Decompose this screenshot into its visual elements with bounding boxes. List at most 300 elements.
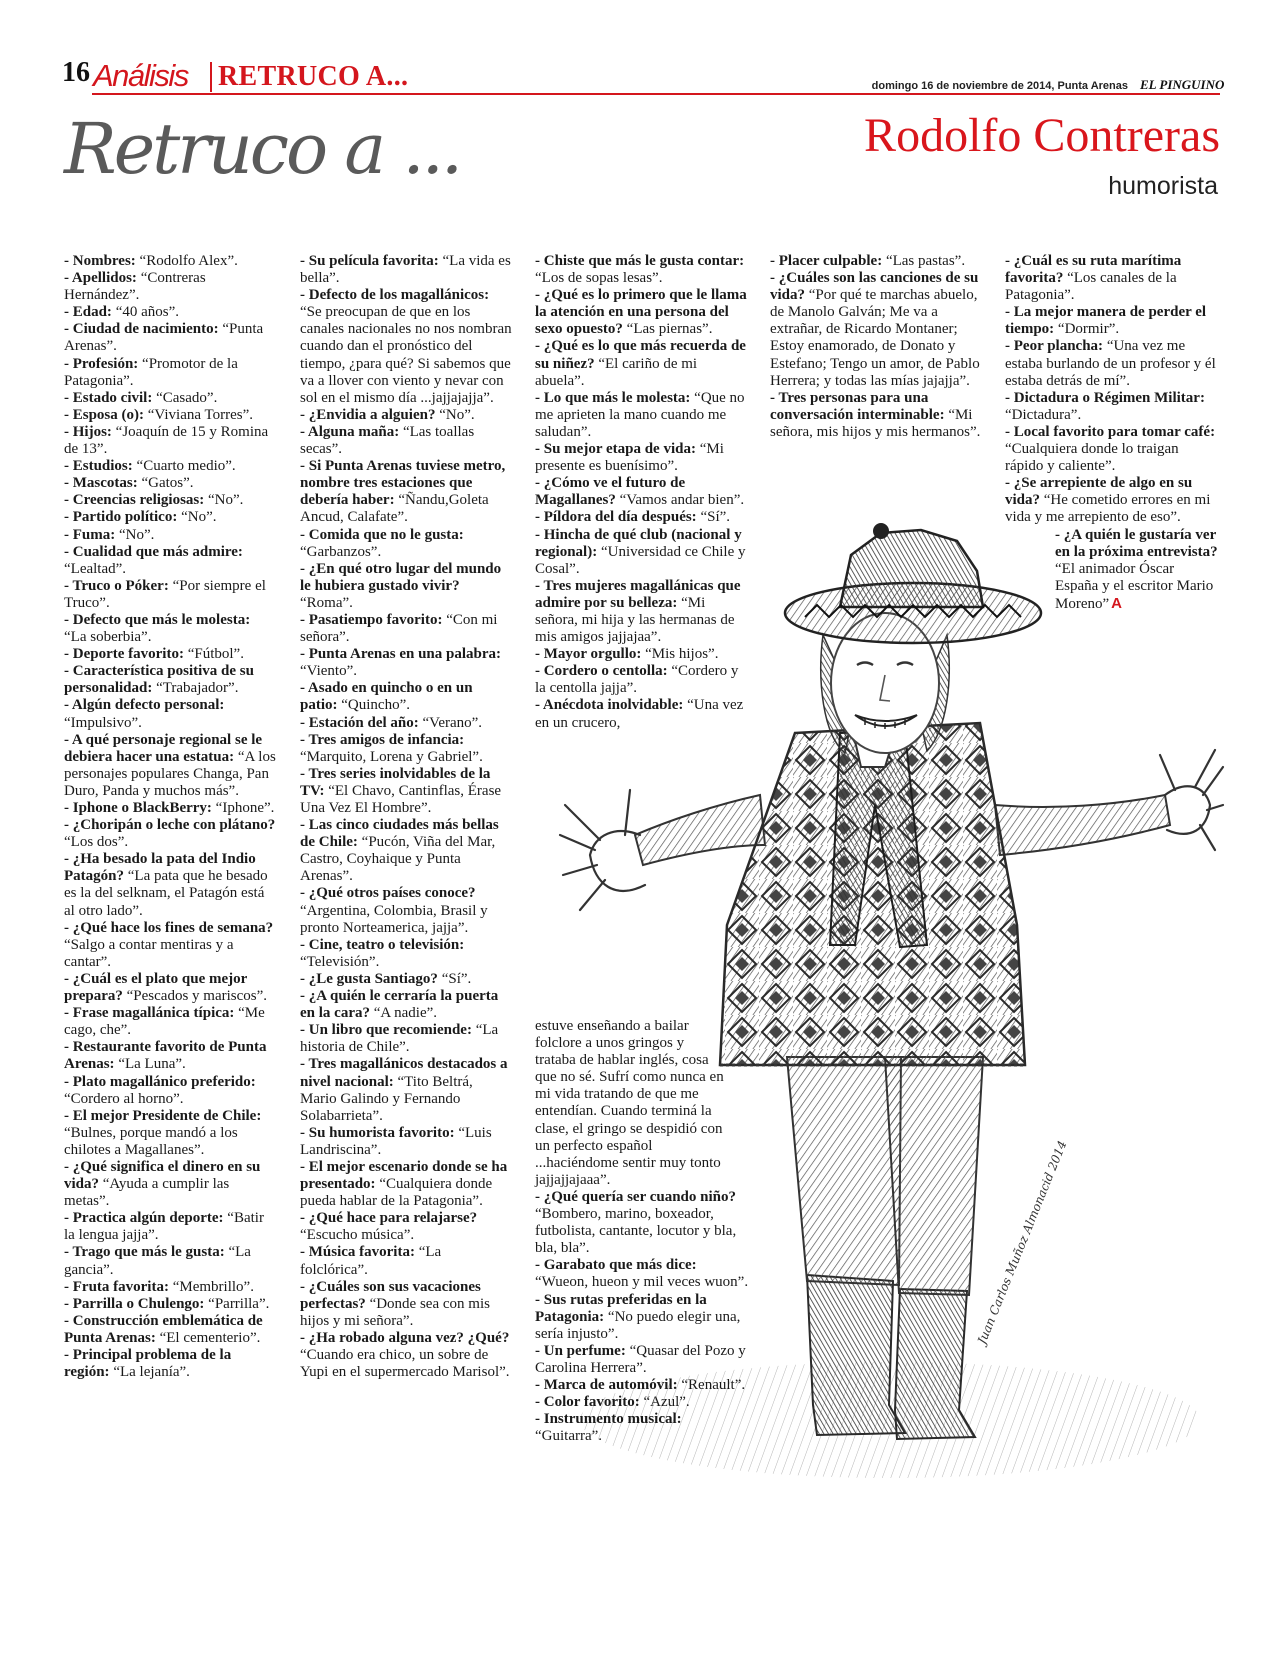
- column-4: [770, 253, 982, 441]
- answer: “Me cago, che”.: [64, 1005, 265, 1039]
- question: - ¿Qué significa el dinero en su vida?: [64, 1158, 261, 1193]
- question: - Garabato que más dice:: [535, 1257, 697, 1274]
- left-arm: [635, 795, 765, 865]
- question: - ¿Envidia a alguien?: [300, 406, 436, 423]
- question: - Un perfume:: [535, 1342, 626, 1359]
- qa-item: [300, 732, 512, 766]
- qa-item: [535, 1394, 750, 1411]
- answer: “La gancia”.: [64, 1244, 251, 1278]
- qa-item: [300, 971, 512, 988]
- right-arm: [995, 795, 1170, 855]
- qa-item: [300, 561, 512, 612]
- qa-item: [300, 680, 512, 714]
- question: - Principal problema de la región:: [64, 1347, 232, 1381]
- answer: “A los personajes populares Changa, Pan Duro, Panda y muchos más”.: [64, 748, 276, 799]
- answer: “Cordero al horno”.: [64, 1090, 184, 1107]
- answer: “Azul”.: [643, 1394, 690, 1411]
- question: - Su mejor etapa de vida:: [535, 441, 696, 458]
- qa-item: [64, 663, 276, 697]
- masthead-logo: EL PINGUINO: [1140, 77, 1225, 92]
- answer: “Joaquín de 15 y Romina de 13”.: [64, 423, 269, 458]
- qa-item: [64, 920, 276, 971]
- question: - Anécdota inolvidable:: [535, 697, 684, 714]
- answer: “Salgo a contar mentiras y a cantar”.: [64, 936, 234, 970]
- answer: “Promotor de la Patagonia”.: [64, 355, 238, 389]
- qa-item: [300, 612, 512, 646]
- qa-item: [535, 1257, 750, 1291]
- answer: “Argentina, Colombia, Brasil y pronto Norteamerica, jajja”.: [300, 902, 488, 936]
- question: - Partido político:: [64, 509, 178, 526]
- question: - Peor plancha:: [1005, 338, 1104, 355]
- question: - Truco o Póker:: [64, 577, 169, 594]
- qa-item: [64, 356, 276, 390]
- question: - Deporte favorito:: [64, 646, 184, 663]
- answer: “Que no me aprieten la mano cuando me saludan”.: [535, 389, 745, 440]
- question: - Plato magallánico preferido:: [64, 1073, 256, 1090]
- answer: “Sí”.: [441, 970, 472, 987]
- answer: “Bombero, marino, boxeador, futbolista, cantante, locutor y bla, bla, bla”.: [535, 1206, 737, 1257]
- question: - Nombres:: [64, 253, 136, 269]
- answer: “El animador Óscar España y el escritor Mario Moreno”: [1055, 560, 1214, 612]
- qa-item: [535, 390, 747, 441]
- answer: “Ñandu,Goleta Ancud, Calafate”.: [300, 492, 489, 526]
- question: - Música favorita:: [300, 1244, 415, 1261]
- qa-item: [535, 646, 747, 663]
- qa-item: [64, 1005, 276, 1039]
- qa-item: [300, 1022, 512, 1056]
- qa-item: [535, 287, 747, 338]
- answer: “Gatos”.: [141, 475, 194, 492]
- question: - ¿En qué otro lugar del mundo le hubiera gustado vivir?: [300, 560, 502, 594]
- answer: “No puedo elegir una, sería injusto”.: [535, 1308, 741, 1342]
- question: - Frase magallánica típica:: [64, 1005, 235, 1022]
- question: - Fuma:: [64, 526, 116, 543]
- question: - ¿Cuál es el plato que mejor prepara?: [64, 970, 248, 1005]
- qa-item: [64, 851, 276, 919]
- question: - A qué personaje regional se le debiera hacer una estatua:: [64, 731, 263, 765]
- qa-item: [300, 407, 512, 424]
- question: - ¿Le gusta Santiago?: [300, 970, 438, 987]
- answer: “A nadie”.: [373, 1005, 438, 1022]
- qa-item: [535, 1292, 750, 1343]
- question: - La mejor manera de perder el tiempo:: [1005, 304, 1207, 338]
- answer: “El cementerio”.: [159, 1329, 261, 1346]
- answer: “Marquito, Lorena y Gabriel”.: [300, 748, 483, 765]
- question: - Color favorito:: [535, 1394, 640, 1411]
- answer: “Los dos”.: [64, 834, 129, 851]
- answer: “Viviana Torres”.: [147, 406, 253, 423]
- issue-date: domingo 16 de noviembre de 2014, Punta Arenas: [871, 80, 1128, 92]
- answer: “Fútbol”.: [187, 646, 244, 663]
- qa-item: [535, 338, 747, 389]
- question: - ¿A quién le cerraría la puerta en la cara?: [300, 988, 499, 1022]
- answer: “Pescados y mariscos”.: [126, 988, 268, 1005]
- answer: “Por qué te marchas abuelo, de Manolo Galván; Me va a extrañar, de Ricardo Montaner; Estoy enamorado, de Donato y Estefano; Tengo un amor, de Pablo Herrera; y todas las mías jajajja”.: [770, 287, 980, 389]
- qa-item: [535, 441, 747, 475]
- question: - Característica positiva de su personalidad:: [64, 663, 254, 697]
- question: - Lo que más le molesta:: [535, 389, 691, 406]
- answer: “La Luna”.: [118, 1056, 186, 1073]
- answer: “Renault”.: [681, 1376, 746, 1393]
- qa-item: [64, 458, 276, 475]
- question: - Defecto de los magallánicos:: [300, 287, 490, 304]
- qa-item: [300, 1210, 512, 1244]
- question: - Instrumento musical:: [535, 1411, 682, 1428]
- qa-item: [64, 1159, 276, 1210]
- answer: “Dormir”.: [1057, 321, 1120, 338]
- answer: “Mi señora, mi hija y las hermanas de mis amigos jajjajaa”.: [535, 594, 735, 646]
- qa-item: [300, 715, 512, 732]
- answer: “Wueon, hueon y mil veces wuon”.: [535, 1274, 749, 1291]
- qa-item: [64, 612, 276, 646]
- question: - Local favorito para tomar café:: [1005, 423, 1216, 440]
- answer: “Casado”.: [156, 389, 218, 406]
- question: - Marca de automóvil:: [535, 1376, 678, 1393]
- question: - Estado civil:: [64, 389, 153, 406]
- answer: “Impulsivo”.: [64, 714, 142, 731]
- qa-item: [64, 1313, 276, 1347]
- qa-item: [64, 578, 276, 612]
- question: - ¿Qué quería ser cuando niño?: [535, 1188, 736, 1205]
- qa-item: [535, 509, 747, 526]
- question: - Tres magallánicos destacados a nivel nacional:: [300, 1056, 508, 1090]
- question: - Iphone o BlackBerry:: [64, 800, 212, 816]
- answer: “Iphone”.: [215, 800, 275, 816]
- question: - ¿Qué hace los fines de semana?: [64, 919, 274, 936]
- question: - Su película favorita:: [300, 253, 439, 269]
- question: - Defecto que más le molesta:: [64, 611, 251, 628]
- answer: “La historia de Chile”.: [300, 1022, 499, 1056]
- column-5-list: [1005, 253, 1220, 527]
- qa-item: [535, 1377, 750, 1394]
- qa-item: [300, 424, 512, 458]
- header-rule: [92, 93, 1220, 95]
- question: - ¿Cuáles son las canciones de su vida?: [770, 270, 979, 304]
- answer: “Mi presente es buenísimo”.: [535, 441, 724, 475]
- question: - Tres mujeres magallánicas que admire por su belleza:: [535, 577, 741, 611]
- hat-pompom: [873, 523, 889, 539]
- answer: “Donde sea con mis hijos y mi señora”.: [300, 1295, 490, 1329]
- qa-item: [64, 1074, 276, 1108]
- question: - Esposa (o):: [64, 406, 145, 423]
- answer: “No”.: [208, 492, 244, 509]
- qa-item: [300, 646, 512, 680]
- question: - Dictadura o Régimen Militar:: [1005, 389, 1205, 406]
- question: - El mejor escenario donde se ha presentado:: [300, 1158, 508, 1193]
- qa-item: [770, 390, 982, 441]
- qa-item: [535, 578, 747, 646]
- page-number: 16: [62, 57, 90, 88]
- qa-item: [64, 527, 276, 544]
- qa-item: [535, 527, 747, 578]
- answer: “Cuarto medio”.: [136, 458, 236, 475]
- question: - ¿Qué es lo que más recuerda de su niñez?: [535, 338, 746, 372]
- qa-item: [300, 527, 512, 561]
- qa-item: [300, 1159, 512, 1210]
- question: - ¿Ha robado alguna vez? ¿Qué?: [300, 1329, 510, 1346]
- answer: “Cuando era chico, un sobre de Yupi en el supermercado Marisol”.: [300, 1347, 510, 1381]
- question: - Construcción emblemática de Punta Arenas:: [64, 1312, 263, 1346]
- end-mark-icon: A: [1111, 594, 1122, 612]
- answer: “Trabajador”.: [156, 680, 239, 697]
- answer: “Mis hijos”.: [645, 646, 719, 663]
- answer: “Universidad ce Chile y Cosal”.: [535, 543, 746, 577]
- qa-item: [64, 697, 276, 731]
- answer: “El Chavo, Cantinflas, Érase Una Vez El Hombre”.: [300, 782, 502, 816]
- question: - Pasatiempo favorito:: [300, 611, 443, 628]
- qa-item: [64, 971, 276, 1005]
- question: - ¿Cómo ve el futuro de Magallanes?: [535, 475, 686, 509]
- question: - ¿Qué otros países conoce?: [300, 885, 476, 902]
- question: - ¿A quién le gustaría ver en la próxima entrevista?: [1055, 526, 1218, 560]
- answer: “He cometido errores en mi vida y me arrepiento de eso”.: [1005, 492, 1211, 526]
- answer: “Se preocupan de que en los canales nacionales no nos nombran cuando dan el pronóstico del tiempo, ¿para qué? Si sabemos que va a llover con viento y nevar con sol en el mismo día ...jajjajajja”.: [300, 304, 512, 406]
- answer: “No”.: [119, 526, 155, 543]
- question: - Practica algún deporte:: [64, 1210, 224, 1227]
- question: - Estudios:: [64, 458, 133, 475]
- answer: “Membrillo”.: [172, 1278, 254, 1295]
- answer: “Vamos andar bien”.: [619, 492, 745, 509]
- question: - ¿Choripán o leche con plátano?: [64, 817, 276, 834]
- question: - Apellidos:: [64, 270, 137, 287]
- qa-item: [64, 304, 276, 321]
- answer: “Verano”.: [422, 714, 483, 731]
- question: - Tres personas para una conversación interminable:: [770, 389, 945, 423]
- question: - Profesión:: [64, 355, 139, 372]
- answer: “Mi señora, mis hijos y mis hermanos”.: [770, 406, 981, 440]
- answer: “Batir la lengua jajja”.: [64, 1210, 264, 1244]
- question: - Tres amigos de infancia:: [300, 731, 465, 748]
- question: - Hincha de qué club (nacional y regional):: [535, 526, 742, 560]
- qa-item: [535, 1411, 750, 1445]
- qa-item: [64, 407, 276, 424]
- question: - Alguna maña:: [300, 423, 400, 440]
- question: - Fruta favorita:: [64, 1278, 169, 1295]
- qa-item: [64, 390, 276, 407]
- qa-item: [300, 1279, 512, 1330]
- answer: “Viento”.: [300, 663, 357, 680]
- qa-item: [64, 1039, 276, 1073]
- column-3-bottom-list: [535, 1189, 750, 1445]
- answer: “La vida es bella”.: [300, 253, 511, 287]
- qa-item: [300, 1125, 512, 1159]
- qa-item: [1005, 338, 1220, 389]
- answer: “Televisión”.: [300, 953, 380, 970]
- answer: “Dictadura”.: [1005, 406, 1082, 423]
- question: - Punta Arenas en una palabra:: [300, 646, 502, 663]
- qa-item: [535, 253, 747, 287]
- question: - ¿Qué es lo primero que le llama la atención en una persona del sexo opuesto?: [535, 287, 747, 338]
- answer: “Tito Beltrá, Mario Galindo y Fernando Solabarrieta”.: [300, 1073, 473, 1124]
- qa-item: [64, 544, 276, 578]
- qa-item: [64, 509, 276, 526]
- answer: “Ayuda a cumplir las metas”.: [64, 1176, 230, 1210]
- qa-item: [1005, 475, 1220, 526]
- question: - Mayor orgullo:: [535, 646, 642, 663]
- answer: “No”.: [439, 406, 475, 423]
- question: - ¿Se arrepiente de algo en su vida?: [1005, 475, 1193, 509]
- right-boot: [895, 1289, 975, 1439]
- answer: “Cualquiera donde lo traigan rápido y caliente”.: [1005, 441, 1179, 475]
- qa-item: [770, 270, 982, 390]
- answer: “Los canales de la Patagonia”.: [1005, 270, 1177, 304]
- hat-crown: [840, 530, 983, 607]
- answer: “La soberbia”.: [64, 629, 152, 646]
- qa-item: [300, 1244, 512, 1278]
- question: - ¿Qué hace para relajarse?: [300, 1210, 478, 1227]
- question: - Ciudad de nacimiento:: [64, 321, 219, 338]
- qa-item: [64, 475, 276, 492]
- question: - Cordero o centolla:: [535, 663, 668, 680]
- question: - Algún defecto personal:: [64, 697, 225, 714]
- qa-item: [64, 646, 276, 663]
- qa-item: [64, 253, 276, 270]
- qa-item: [535, 697, 747, 731]
- question: - Parrilla o Chulengo:: [64, 1295, 205, 1312]
- answer: “La lejanía”.: [113, 1364, 190, 1381]
- interviewee-name: Rodolfo Contreras: [864, 109, 1220, 162]
- artist-signature: Juan Carlos Muñoz Almonacid 2014: [974, 1138, 1070, 1347]
- qa-item: [535, 1189, 750, 1257]
- answer: “Bulnes, porque mandó a los chilotes a Magallanes”.: [64, 1124, 238, 1158]
- answer: “Quasar del Pozo y Carolina Herrera”.: [535, 1342, 746, 1376]
- qa-item: [64, 270, 276, 304]
- answer: “Las piernas”.: [626, 321, 713, 338]
- qa-item: [300, 458, 512, 526]
- column-3-top: [535, 253, 747, 732]
- answer: “Cualquiera donde pueda hablar de la Patagonia”.: [300, 1176, 493, 1210]
- answer: “Pucón, Viña del Mar, Castro, Coyhaique y Punta Arenas”.: [300, 834, 496, 885]
- question: - Si Punta Arenas tuviese metro, nombre tres estaciones que debería haber:: [300, 458, 506, 509]
- question: - Un libro que recomiende:: [300, 1022, 472, 1039]
- qa-item: [300, 817, 512, 885]
- question: - Asado en quincho o en un patio:: [300, 680, 473, 714]
- question: - Placer culpable:: [770, 253, 883, 269]
- answer: “Guitarra”.: [535, 1428, 603, 1445]
- question: - Hijos:: [64, 423, 112, 440]
- qa-item: [1005, 253, 1220, 304]
- answer: “Por siempre el Truco”.: [64, 577, 266, 611]
- question: - Comida que no le gusta:: [300, 526, 464, 543]
- qa-item: [300, 937, 512, 971]
- qa-item: [300, 766, 512, 817]
- question: - Creencias religiosas:: [64, 492, 205, 509]
- answer: “Roma”.: [300, 594, 353, 611]
- question: - ¿Cuál es su ruta marítima favorita?: [1005, 253, 1182, 287]
- question: - Píldora del día después:: [535, 509, 697, 526]
- answer: “Garbanzos”.: [300, 543, 382, 560]
- qa-item: [64, 732, 276, 800]
- anecdote-continuation: estuve enseñando a bailar folclore a unos gringos y trataba de hablar inglés, cosa que no sé. Sufrí como nunca en mi vida tratando de que me entendían. Cuando terminá la clase, el gringo se despidió con un perfecto español ...haciéndome sentir muy tonto jajjajjajaaa”.: [535, 1018, 724, 1188]
- qa-item: [300, 253, 512, 287]
- answer: “Cordero y la centolla jajja”.: [535, 663, 739, 697]
- qa-item: [300, 885, 512, 936]
- qa-item: [64, 321, 276, 355]
- right-hand: [1160, 750, 1223, 850]
- qa-item: [535, 475, 747, 509]
- section-name: Análisis: [93, 58, 188, 93]
- answer: “Con mi señora”.: [300, 611, 498, 646]
- question: - Cine, teatro o televisión:: [300, 936, 465, 953]
- qa-item: [535, 1343, 750, 1377]
- question: - Sus rutas preferidas en la Patagonia:: [535, 1291, 707, 1325]
- qa-item: [64, 492, 276, 509]
- qa-item: [64, 1279, 276, 1296]
- answer: “La folclórica”.: [300, 1244, 442, 1278]
- answer: “Rodolfo Alex”.: [139, 253, 238, 269]
- answer: “Los de sopas lesas”.: [535, 270, 663, 287]
- question: - Mascotas:: [64, 475, 138, 492]
- answer: “Lealtad”.: [64, 560, 127, 577]
- qa-item: [1005, 390, 1220, 424]
- answer: “Las pastas”.: [885, 253, 966, 269]
- left-hand: [560, 790, 645, 910]
- question: - Edad:: [64, 304, 112, 321]
- question: - Cualidad que más admire:: [64, 543, 243, 560]
- question: - Tres series inolvidables de la TV:: [300, 765, 491, 799]
- qa-item: [535, 663, 747, 697]
- left-boot: [807, 1275, 905, 1435]
- question: - Restaurante favorito de Punta Arenas:: [64, 1039, 267, 1073]
- answer: “La pata que he besado es la del selknam, el Patagón está al otro lado”.: [64, 868, 268, 919]
- header-separator: [210, 62, 212, 92]
- question: - ¿Ha besado la pata del Indio Patagón?: [64, 851, 256, 885]
- column-3-bottom: [535, 1018, 750, 1445]
- section-title: RETRUCO A...: [218, 61, 409, 92]
- qa-item: [64, 817, 276, 851]
- qa-item: [64, 800, 276, 817]
- qa-item: [1005, 304, 1220, 338]
- answer: “Punta Arenas”.: [64, 321, 264, 355]
- answer: “Escucho música”.: [300, 1227, 415, 1244]
- answer: “El cariño de mi abuela”.: [535, 355, 698, 389]
- right-leg: [885, 1057, 983, 1295]
- question: - Estación del año:: [300, 714, 419, 731]
- interviewee-role: humorista: [1108, 172, 1218, 200]
- answer: “Las toallas secas”.: [300, 423, 475, 458]
- qa-item: [64, 424, 276, 458]
- final-qa-item: [1055, 527, 1220, 613]
- qa-item: [300, 287, 512, 407]
- question: - Chiste que más le gusta contar:: [535, 253, 745, 269]
- answer: “Quincho”.: [341, 697, 410, 714]
- qa-item: [64, 1210, 276, 1244]
- answer: “40 años”.: [115, 304, 179, 321]
- qa-item: [300, 1056, 512, 1124]
- question: - ¿Cuáles son sus vacaciones perfectas?: [300, 1278, 481, 1312]
- column-2: [300, 253, 512, 1381]
- qa-item: [64, 1347, 276, 1381]
- qa-item: [1005, 424, 1220, 475]
- answer: “Una vez en un crucero,: [535, 697, 744, 731]
- qa-item: [64, 1108, 276, 1159]
- qa-item: [770, 253, 982, 270]
- question: - Trago que más le gusta:: [64, 1244, 225, 1261]
- answer: “Sí”.: [700, 509, 731, 526]
- question: - Las cinco ciudades más bellas de Chile:: [300, 817, 499, 851]
- answer: “Una vez me estaba burlando de un profesor y él estaba detrás de mí”.: [1005, 338, 1216, 389]
- answer: “Contreras Hernández”.: [64, 270, 206, 304]
- qa-item: [300, 1330, 512, 1381]
- qa-item: [64, 1244, 276, 1278]
- answer: “No”.: [181, 509, 217, 526]
- column-1: [64, 253, 276, 1381]
- answer: “Luis Landriscina”.: [300, 1124, 492, 1158]
- answer: “Parrilla”.: [208, 1295, 270, 1312]
- left-leg: [787, 1057, 901, 1285]
- question: - Su humorista favorito:: [300, 1124, 455, 1141]
- qa-item: [64, 1296, 276, 1313]
